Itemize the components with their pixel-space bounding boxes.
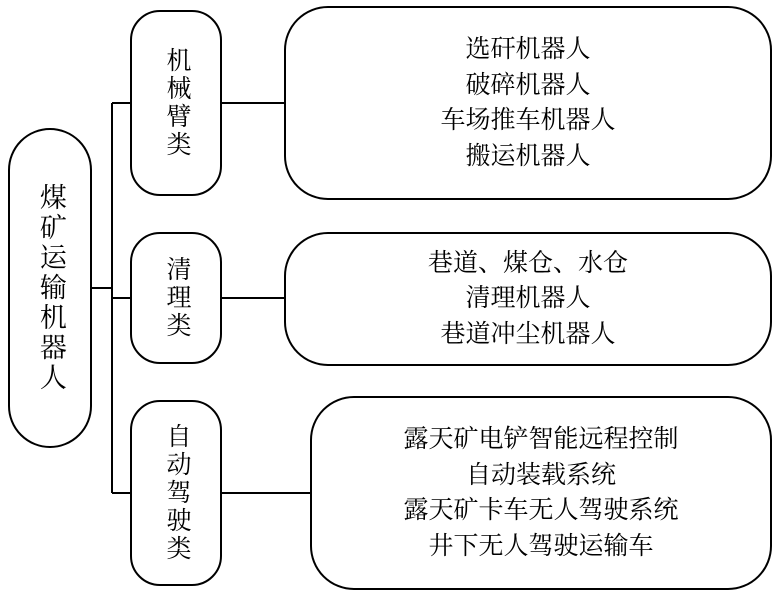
item-list-autonomous-driving [310, 396, 772, 590]
list-item: 自动装载系统 [465, 461, 616, 489]
list-item: 清理机器人 [465, 285, 591, 313]
list-item: 巷道冲尘机器人 [440, 320, 616, 348]
item-list-mechanical-arm [284, 6, 772, 200]
list-item: 搬运机器人 [465, 142, 591, 170]
category-label: 机械臂类 [163, 47, 190, 159]
category-label: 清理类 [163, 256, 190, 340]
category-node-autonomous-driving [130, 400, 222, 586]
list-item: 露天矿卡车无人驾驶系统 [403, 497, 679, 524]
list-item: 井下无人驾驶运输车 [428, 532, 654, 560]
list-item: 露天矿电铲智能远程控制 [403, 426, 679, 453]
list-item: 破碎机器人 [465, 71, 591, 99]
list-item: 选矸机器人 [465, 36, 591, 63]
list-item: 车场推车机器人 [440, 107, 616, 134]
root-node [8, 128, 92, 448]
category-node-cleaning [130, 232, 222, 364]
list-item: 巷道、煤仓、水仓 [427, 249, 628, 277]
item-list-cleaning [284, 232, 772, 366]
root-node-label: 煤矿运输机器人 [35, 183, 66, 393]
category-label: 自动驾驶类 [163, 423, 190, 563]
category-node-mechanical-arm [130, 10, 222, 196]
